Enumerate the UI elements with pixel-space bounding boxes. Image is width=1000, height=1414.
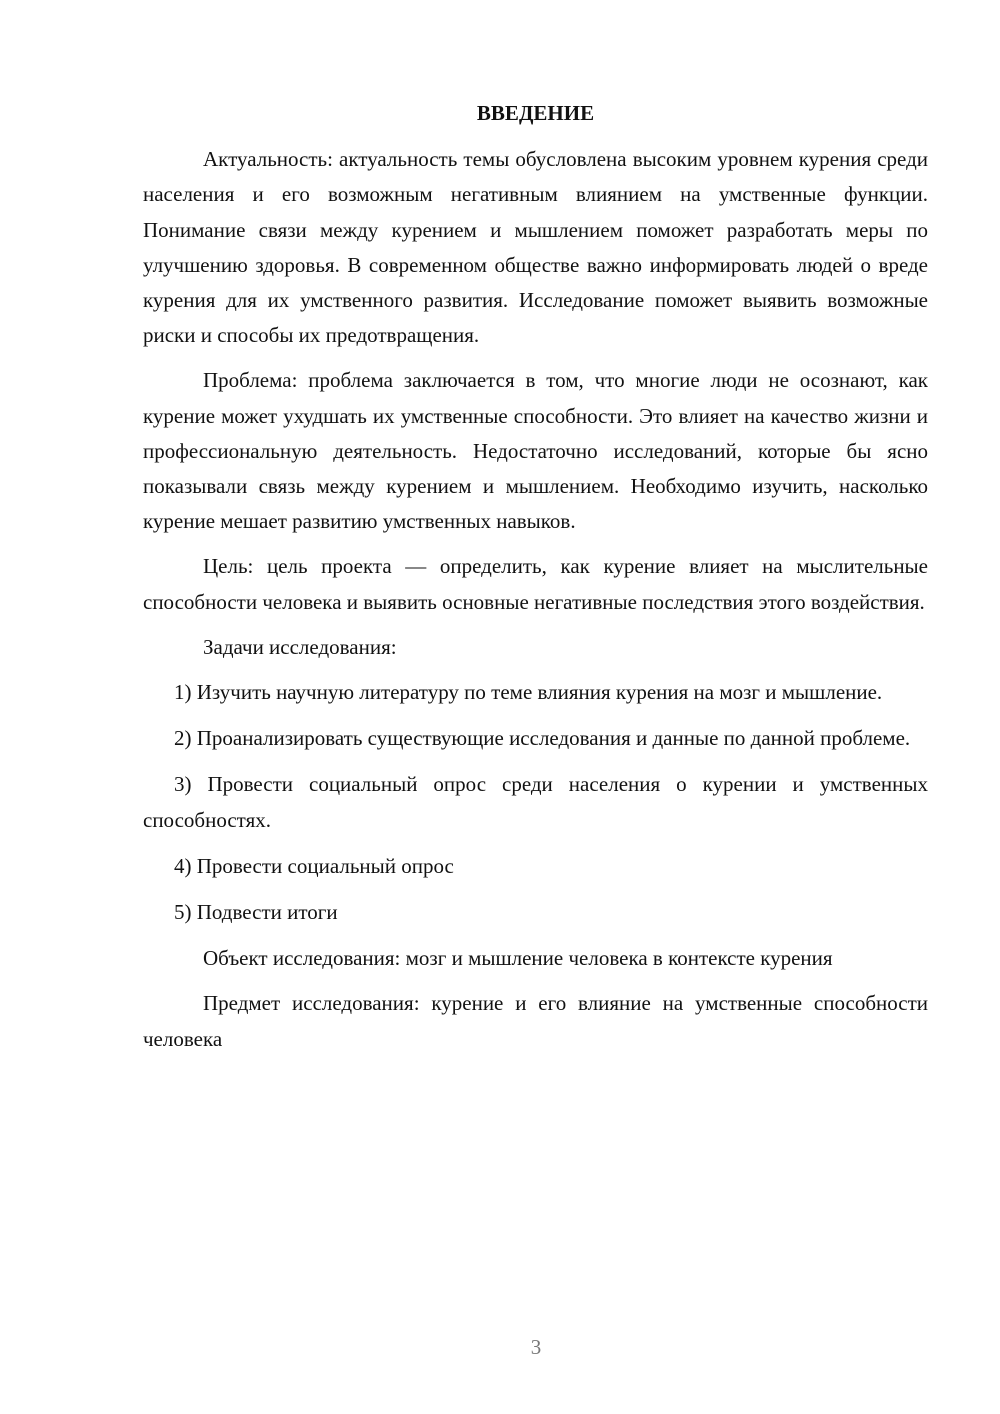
page-content	[143, 96, 928, 1067]
object-paragraph: Объект исследования: мозг и мышление человека в контексте курения	[203, 946, 833, 971]
page-number: 3	[530, 1335, 542, 1359]
page-title: ВВЕДЕНИЕ	[476, 101, 595, 125]
tasks-heading: Задачи исследования:	[203, 634, 397, 659]
goal-paragraph: Цель: цель проекта — определить, как курение влияет на мыслительные способности человека и выявить основные негативные последствия этого воздействия.	[143, 554, 928, 614]
tasks-list	[143, 675, 928, 930]
relevance-paragraph: Актуальность: актуальность темы обусловлена высоким уровнем курения среди населения и его возможным негативным влиянием на умственные функции. Понимание связи между курением и мышлением поможет разработать меры по улучшению здоровья. В современном обществе важно информировать людей о вреде курения для их умственного развития. Исследование поможет выявить возможные риски и способы их предотвращения.	[143, 147, 928, 348]
task-item: 1) Изучить научную литературу по теме влияния курения на мозг и мышление.	[174, 680, 883, 705]
task-item: 4) Провести социальный опрос	[174, 853, 454, 878]
subject-paragraph: Предмет исследования: курение и его влияние на умственные способности человека	[143, 991, 928, 1051]
task-item: 3) Провести социальный опрос среди населения о курении и умственных способностях.	[143, 772, 928, 832]
problem-paragraph: Проблема: проблема заключается в том, что многие люди не осознают, как курение может ухудшать их умственные способности. Это влияет на качество жизни и профессиональную деятельность. Недостаточно исследований, которые бы ясно показывали связь между курением и мышлением. Необходимо изучить, насколько курение мешает развитию умственных навыков.	[143, 368, 928, 534]
task-item: 5) Подвести итоги	[174, 900, 338, 925]
task-item: 2) Проанализировать существующие исследования и данные по данной проблеме.	[174, 726, 911, 751]
